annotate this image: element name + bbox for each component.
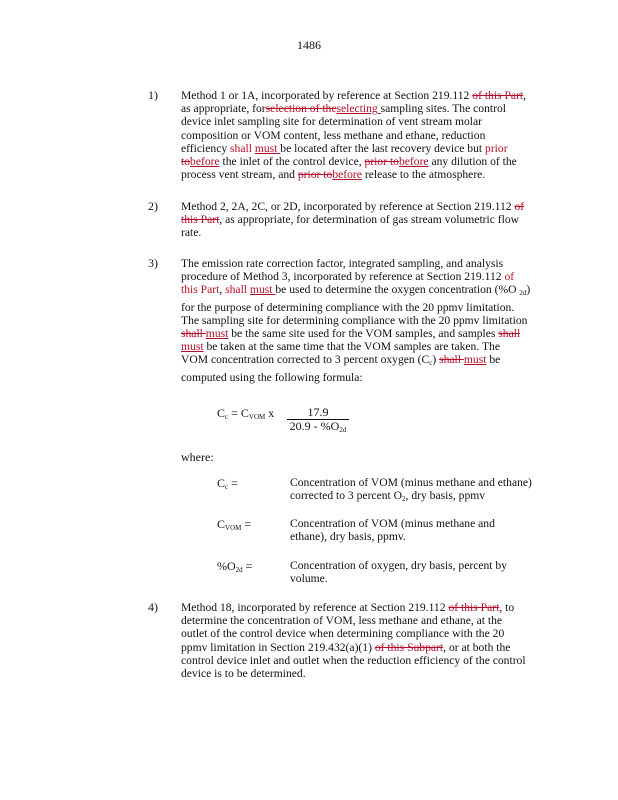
item-text: [181, 601, 541, 680]
text-segment: ethane), dry basis, ppmv.: [290, 530, 406, 544]
subscript: c: [429, 359, 433, 368]
text-line: [181, 667, 541, 680]
deleted-text: of this Part: [448, 601, 500, 614]
text-line: [290, 572, 545, 585]
text-line: [181, 213, 541, 226]
inserted-text: must: [249, 283, 276, 297]
text-line: [181, 314, 541, 327]
inserted-text: must: [181, 340, 204, 354]
text-segment: release to the atmosphere.: [361, 168, 486, 182]
text-segment: ,: [219, 283, 226, 297]
item-text: [181, 89, 541, 181]
text-segment: Concentration of VOM (minus methane and ethane): [290, 476, 532, 489]
text-segment: device inlet sampling site for determination of vent stream molar: [181, 115, 483, 129]
text-segment: VOM concentration corrected to 3 percent oxygen (C: [181, 353, 430, 367]
where-label: where:: [181, 450, 214, 464]
text-segment: Method 1 or 1A, incorporated by reference at Section 219.112: [181, 89, 473, 102]
text-line: [290, 530, 545, 543]
item-number: 3): [148, 256, 158, 270]
subscript: 2: [402, 495, 406, 504]
text-segment: outlet of the control device when determining compliance with the 20: [181, 627, 505, 641]
text-line: [181, 340, 541, 353]
inserted-text: before: [190, 155, 220, 169]
text-segment: procedure of Method 3, incorporated by reference at Section 219.112: [181, 270, 505, 284]
text-line: [290, 476, 545, 489]
text-segment: as appropriate, for: [181, 102, 266, 116]
item-text: [181, 200, 541, 240]
deleted-text: this Part: [181, 213, 220, 227]
text-line: [290, 489, 545, 506]
deleted-text: of this Part: [472, 89, 524, 102]
text-segment: be the same site used for the VOM samples, and samples: [228, 327, 499, 341]
text-segment: for the purpose of determining compliance with the 20 ppmv limitation.: [181, 300, 515, 314]
highlighted-text: prior: [485, 141, 508, 155]
highlighted-text: shall: [225, 283, 250, 297]
inserted-text: must: [205, 327, 229, 341]
text-segment: Method 2, 2A, 2C, or 2D, incorporated by reference at Section 219.112: [181, 200, 515, 213]
highlighted-text: this Part: [181, 283, 220, 297]
text-segment: , as appropriate, for determination of gas stream volumetric flow: [219, 213, 520, 227]
highlighted-text: shall: [230, 141, 255, 155]
item-text: [181, 257, 541, 384]
text-segment: composition or VOM content, less methane and ethane, reduction: [181, 128, 486, 142]
text-line: [181, 327, 541, 340]
deleted-text: shall: [498, 327, 521, 341]
text-segment: be: [486, 353, 501, 367]
formula-numerator: 17.9: [287, 406, 349, 420]
text-line: [181, 353, 541, 370]
text-segment: sampling sites. The control: [380, 102, 506, 116]
text-segment: Concentration of oxygen, dry basis, percent by: [290, 559, 508, 572]
text-segment: rate.: [181, 226, 202, 240]
text-line: [181, 301, 541, 314]
text-line: [181, 257, 541, 270]
deleted-text: shall: [181, 327, 206, 341]
highlighted-text: of: [504, 270, 515, 284]
text-line: [181, 102, 541, 115]
text-segment: Method 18, incorporated by reference at Section 219.112: [181, 601, 449, 614]
text-segment: The emission rate correction factor, integrated sampling, and analysis: [181, 257, 504, 270]
text-segment: control device inlet and outlet when the reduction efficiency of the control: [181, 653, 526, 667]
text-line: [290, 559, 545, 572]
formula-lhs: $C_c = C_{VOM}$ x: [217, 406, 275, 421]
text-line: [181, 614, 541, 627]
text-line: [181, 654, 541, 667]
text-line: [181, 89, 541, 102]
text-segment: ): [432, 353, 440, 367]
inserted-text: must: [254, 141, 281, 155]
subscript: 2d: [519, 289, 527, 298]
text-segment: be taken at the same time that the VOM samples are taken. The: [203, 340, 500, 354]
definition-description: [290, 559, 545, 585]
text-segment: ): [526, 283, 531, 297]
formula-denominator: $20.9 - \%O_{2d}$: [289, 419, 347, 434]
inserted-text: must: [463, 353, 487, 367]
text-line: [181, 226, 541, 239]
definition-term: $\%O_{2d}$ =: [217, 559, 253, 574]
text-segment: ppmv limitation in Section 219.432(a)(1): [181, 640, 375, 654]
text-segment: be used to determine the oxygen concentration (%O: [275, 283, 520, 297]
item-number: 4): [148, 600, 158, 614]
deleted-text: to: [181, 155, 191, 169]
text-line: [181, 142, 541, 155]
text-segment: any dilution of the: [428, 155, 517, 169]
text-line: [181, 371, 541, 384]
text-line: [181, 129, 541, 142]
text-line: [181, 283, 541, 300]
deleted-text: prior to: [297, 168, 333, 182]
text-segment: , to: [499, 601, 515, 614]
text-segment: be located after the last recovery device but: [280, 141, 486, 155]
text-segment: computed using the following formula:: [181, 370, 363, 384]
text-segment: volume.: [290, 572, 328, 586]
deleted-text: shall: [439, 353, 464, 367]
inserted-text: before: [398, 155, 429, 169]
item-number: 1): [148, 88, 158, 102]
text-segment: , or at both the: [443, 640, 511, 654]
text-line: [290, 517, 545, 530]
text-segment: The sampling site for determining compliance with the 20 ppmv limitation: [181, 313, 528, 327]
text-line: [181, 601, 541, 614]
definition-description: [290, 476, 545, 506]
text-segment: process vent stream, and: [181, 168, 298, 182]
text-segment: , dry basis, ppmv: [405, 489, 486, 503]
text-line: [181, 270, 541, 283]
text-segment: corrected to 3 percent O: [290, 489, 403, 503]
text-line: [181, 168, 541, 181]
text-line: [181, 115, 541, 128]
text-segment: ,: [523, 89, 527, 102]
item-number: 2): [148, 199, 158, 213]
deleted-text: of: [514, 200, 525, 213]
page-number: 1486: [297, 38, 321, 52]
definition-term: $C_{VOM}$ =: [217, 517, 252, 532]
text-line: [181, 155, 541, 168]
definition-description: [290, 517, 545, 543]
text-segment: determine the concentration of VOM, less methane and ethane, at the: [181, 614, 503, 628]
text-line: [181, 641, 541, 654]
inserted-text: before: [332, 168, 362, 182]
text-segment: the inlet of the control device,: [219, 155, 365, 169]
inserted-text: selecting: [336, 102, 381, 116]
deleted-text: selection of the: [265, 102, 337, 116]
definition-term: $C_c$ =: [217, 476, 238, 491]
text-segment: Concentration of VOM (minus methane and: [290, 517, 495, 530]
deleted-text: of this Subpart: [374, 640, 444, 654]
text-line: [181, 627, 541, 640]
text-segment: device is to be determined.: [181, 667, 306, 681]
text-line: [181, 200, 541, 213]
deleted-text: prior to: [364, 155, 399, 169]
text-segment: efficiency: [181, 141, 231, 155]
